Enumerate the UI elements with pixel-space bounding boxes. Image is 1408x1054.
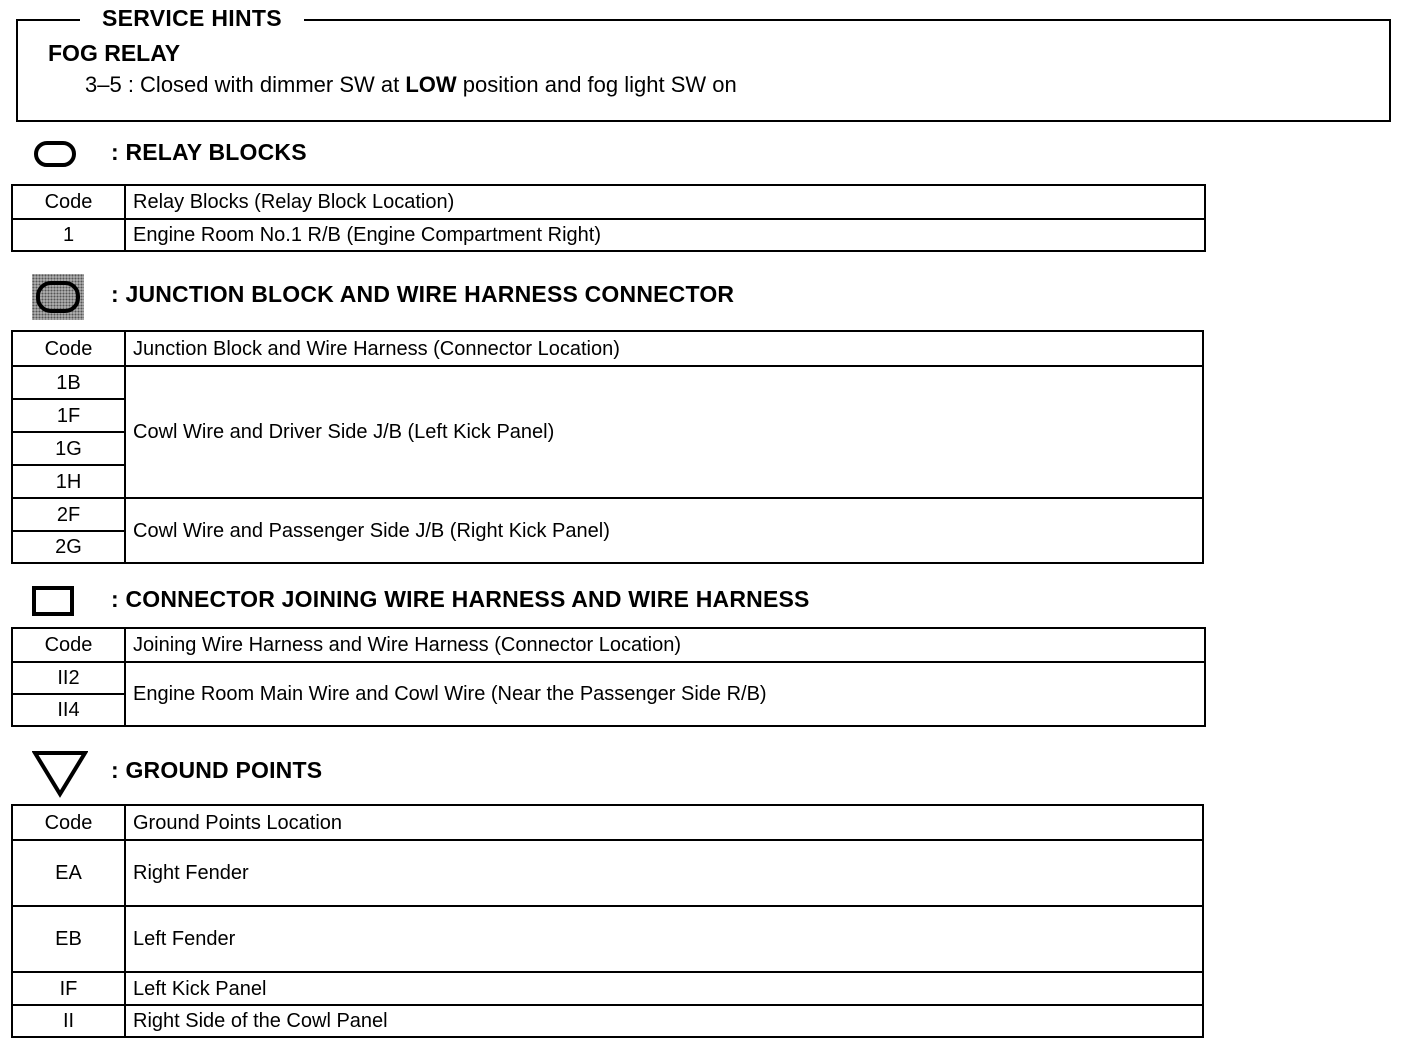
- location-header: Junction Block and Wire Harness (Connector Location): [125, 331, 1203, 366]
- location-header: Joining Wire Harness and Wire Harness (Connector Location): [125, 628, 1205, 662]
- code-cell: 2G: [12, 531, 125, 563]
- rectangle-icon: [32, 586, 74, 616]
- service-hints-box: [16, 19, 1391, 122]
- connector-joining-table: [11, 627, 1206, 727]
- location-header: Ground Points Location: [125, 805, 1203, 840]
- hint-suffix: position and fog light SW on: [456, 72, 737, 97]
- location-cell: Right Fender: [125, 840, 1203, 906]
- code-cell: 2F: [12, 498, 125, 531]
- table-header-row: [12, 805, 1203, 840]
- relay-blocks-table: [11, 184, 1206, 252]
- rounded-rect-icon: [34, 141, 76, 167]
- location-cell: Left Fender: [125, 906, 1203, 972]
- table-row: [12, 1005, 1203, 1037]
- code-cell: 1G: [12, 432, 125, 465]
- junction-block-table: [11, 330, 1204, 564]
- code-header: Code: [12, 331, 125, 366]
- table-row: [12, 219, 1205, 251]
- location-cell: Engine Room No.1 R/B (Engine Compartment Right): [125, 219, 1205, 251]
- code-cell: II2: [12, 662, 125, 694]
- location-cell: Cowl Wire and Driver Side J/B (Left Kick Panel): [125, 366, 1203, 498]
- location-cell: Right Side of the Cowl Panel: [125, 1005, 1203, 1037]
- code-cell: EB: [12, 906, 125, 972]
- table-header-row: [12, 185, 1205, 219]
- code-header: Code: [12, 805, 125, 840]
- relay-blocks-heading: : RELAY BLOCKS: [111, 139, 307, 165]
- code-cell: 1F: [12, 399, 125, 432]
- code-cell: II: [12, 1005, 125, 1037]
- table-row: [12, 662, 1205, 694]
- code-cell: 1: [12, 219, 125, 251]
- location-cell: Cowl Wire and Passenger Side J/B (Right Kick Panel): [125, 498, 1203, 563]
- code-header: Code: [12, 628, 125, 662]
- table-row: [12, 366, 1203, 399]
- code-header: Code: [12, 185, 125, 219]
- table-row: [12, 906, 1203, 972]
- table-header-row: [12, 628, 1205, 662]
- table-row: [12, 972, 1203, 1005]
- table-row: [12, 840, 1203, 906]
- hint-prefix: 3–5 : Closed with dimmer SW at: [85, 72, 406, 97]
- table-row: [12, 498, 1203, 531]
- location-header: Relay Blocks (Relay Block Location): [125, 185, 1205, 219]
- location-cell: Left Kick Panel: [125, 972, 1203, 1005]
- fog-relay-subtitle: FOG RELAY: [48, 40, 181, 66]
- ground-points-table: [11, 804, 1204, 1038]
- connector-joining-heading: : CONNECTOR JOINING WIRE HARNESS AND WIRE HARNESS: [111, 586, 810, 612]
- code-cell: 1H: [12, 465, 125, 498]
- table-header-row: [12, 331, 1203, 366]
- code-cell: EA: [12, 840, 125, 906]
- triangle-down-icon: [32, 750, 88, 798]
- shaded-rounded-rect-icon: [36, 281, 80, 313]
- ground-points-heading: : GROUND POINTS: [111, 757, 323, 783]
- code-cell: II4: [12, 694, 125, 726]
- hint-bold: LOW: [405, 72, 457, 97]
- location-cell: Engine Room Main Wire and Cowl Wire (Near the Passenger Side R/B): [125, 662, 1205, 726]
- service-hints-title: SERVICE HINTS: [80, 5, 304, 32]
- code-cell: IF: [12, 972, 125, 1005]
- junction-block-heading: : JUNCTION BLOCK AND WIRE HARNESS CONNECTOR: [111, 281, 735, 307]
- code-cell: 1B: [12, 366, 125, 399]
- fog-relay-hint-line: [85, 72, 737, 98]
